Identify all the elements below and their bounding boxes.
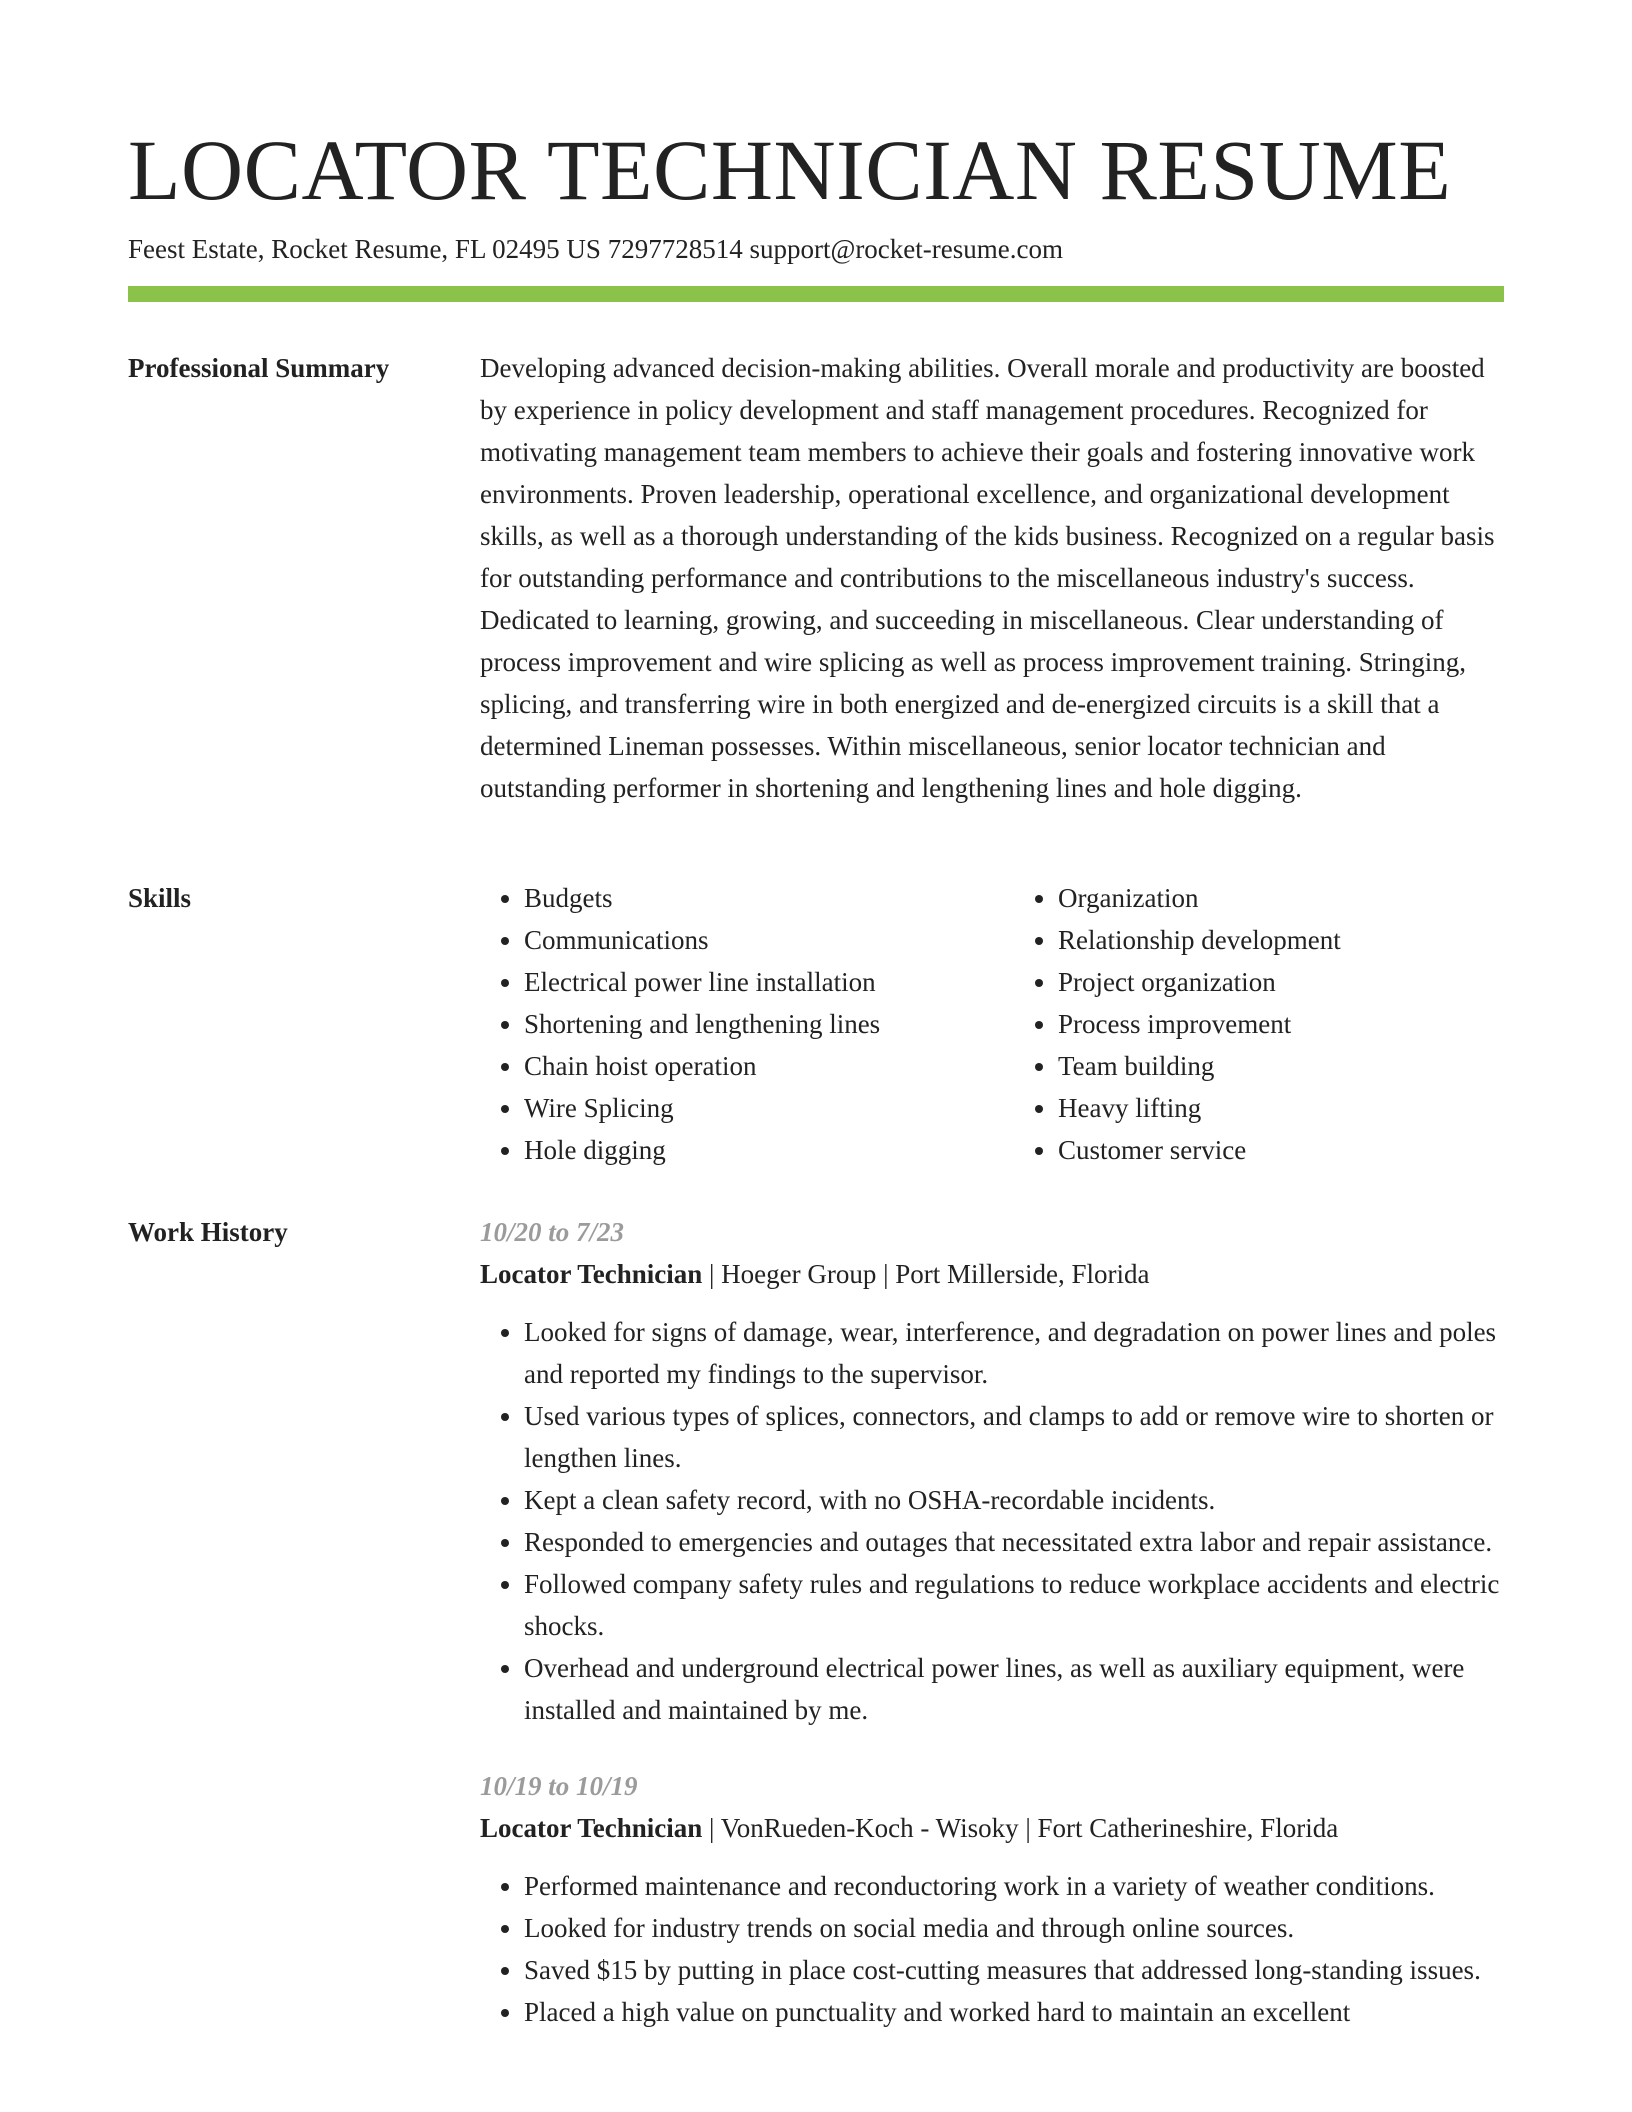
skill-item: • Process improvement [1058, 1003, 1504, 1045]
summary-text: Developing advanced decision-making abilities. Overall morale and productivity are boosted by experience in policy development and staff management procedures. Recognized for motivating management team members to achieve their goals and fostering innovative work environments. Proven leadership, operational excellence, and organizational development skills, as well as a thorough understanding of the kids business. Recognized on a regular basis for outstanding performance and contributions to the miscellaneous industry's success. Dedicated to learning, growing, and succeeding in miscellaneous. Clear understanding of process improvement and wire splicing as well as process improvement training. Stringing, splicing, and transferring wire in both energized and de-energized circuits is a skill that a determined Lineman possesses. Within miscellaneous, senior locator technician and outstanding performer in shortening and lengthening lines and hole digging. [480, 353, 1495, 803]
contact-info: Feest Estate, Rocket Resume, FL 02495 US 7297728514 support@rocket-resume.com [128, 234, 1063, 264]
skill-item: • Communications [524, 919, 970, 961]
work-history-body [480, 1211, 1504, 2067]
skill-item: • Organization [1058, 877, 1504, 919]
job-bullet: • Looked for signs of damage, wear, interference, and degradation on power lines and poles and reported my findings to the supervisor. [524, 1311, 1504, 1395]
skill-item: • Heavy lifting [1058, 1087, 1504, 1129]
skill-item: • Hole digging [524, 1129, 970, 1171]
job-heading [480, 1253, 1504, 1295]
job-bullet: • Kept a clean safety record, with no OSHA-recordable incidents. [524, 1479, 1504, 1521]
resume-title: LOCATOR TECHNICIAN RESUME [128, 122, 1452, 218]
header-divider [128, 286, 1504, 302]
skill-item: • Project organization [1058, 961, 1504, 1003]
skill-item: • Relationship development [1058, 919, 1504, 961]
skills-list-right [1014, 877, 1504, 1171]
summary-heading: Professional Summary [128, 353, 390, 383]
skills-heading: Skills [128, 883, 192, 913]
job-employer-location: | Hoeger Group | Port Millerside, Florida [702, 1259, 1150, 1289]
job-employer-location: | VonRueden-Koch - Wisoky | Fort Catherineshire, Florida [702, 1813, 1339, 1843]
job-entry [480, 1211, 1504, 1731]
skill-item: • Wire Splicing [524, 1087, 970, 1129]
skill-item: • Electrical power line installation [524, 961, 970, 1003]
job-bullet: • Overhead and underground electrical power lines, as well as auxiliary equipment, were installed and maintained by me. [524, 1647, 1504, 1731]
job-bullet: • Responded to emergencies and outages that necessitated extra labor and repair assistance. [524, 1521, 1504, 1563]
job-title: Locator Technician [480, 1813, 703, 1843]
job-bullet: • Used various types of splices, connectors, and clamps to add or remove wire to shorten or lengthen lines. [524, 1395, 1504, 1479]
job-dates: 10/20 to 7/23 [480, 1217, 625, 1247]
skills-list-left [480, 877, 970, 1171]
summary-body [480, 347, 1504, 809]
job-dates: 10/19 to 10/19 [480, 1771, 638, 1801]
job-bullet: • Looked for industry trends on social media and through online sources. [524, 1907, 1504, 1949]
job-bullets [480, 1865, 1504, 2033]
job-bullet: • Performed maintenance and reconductoring work in a variety of weather conditions. [524, 1865, 1504, 1907]
job-entry [480, 1765, 1504, 2033]
work-history-heading: Work History [128, 1217, 288, 1247]
skill-item: • Chain hoist operation [524, 1045, 970, 1087]
skill-item: • Budgets [524, 877, 970, 919]
skill-item: • Shortening and lengthening lines [524, 1003, 970, 1045]
job-heading [480, 1807, 1504, 1849]
skills-body [480, 877, 1504, 1171]
skill-item: • Team building [1058, 1045, 1504, 1087]
job-bullets [480, 1311, 1504, 1731]
job-title: Locator Technician [480, 1259, 703, 1289]
job-bullet: • Placed a high value on punctuality and worked hard to maintain an excellent [524, 1991, 1504, 2033]
job-bullet: • Followed company safety rules and regulations to reduce workplace accidents and electric shocks. [524, 1563, 1504, 1647]
job-bullet: • Saved $15 by putting in place cost-cutting measures that addressed long-standing issues. [524, 1949, 1504, 1991]
skill-item: • Customer service [1058, 1129, 1504, 1171]
